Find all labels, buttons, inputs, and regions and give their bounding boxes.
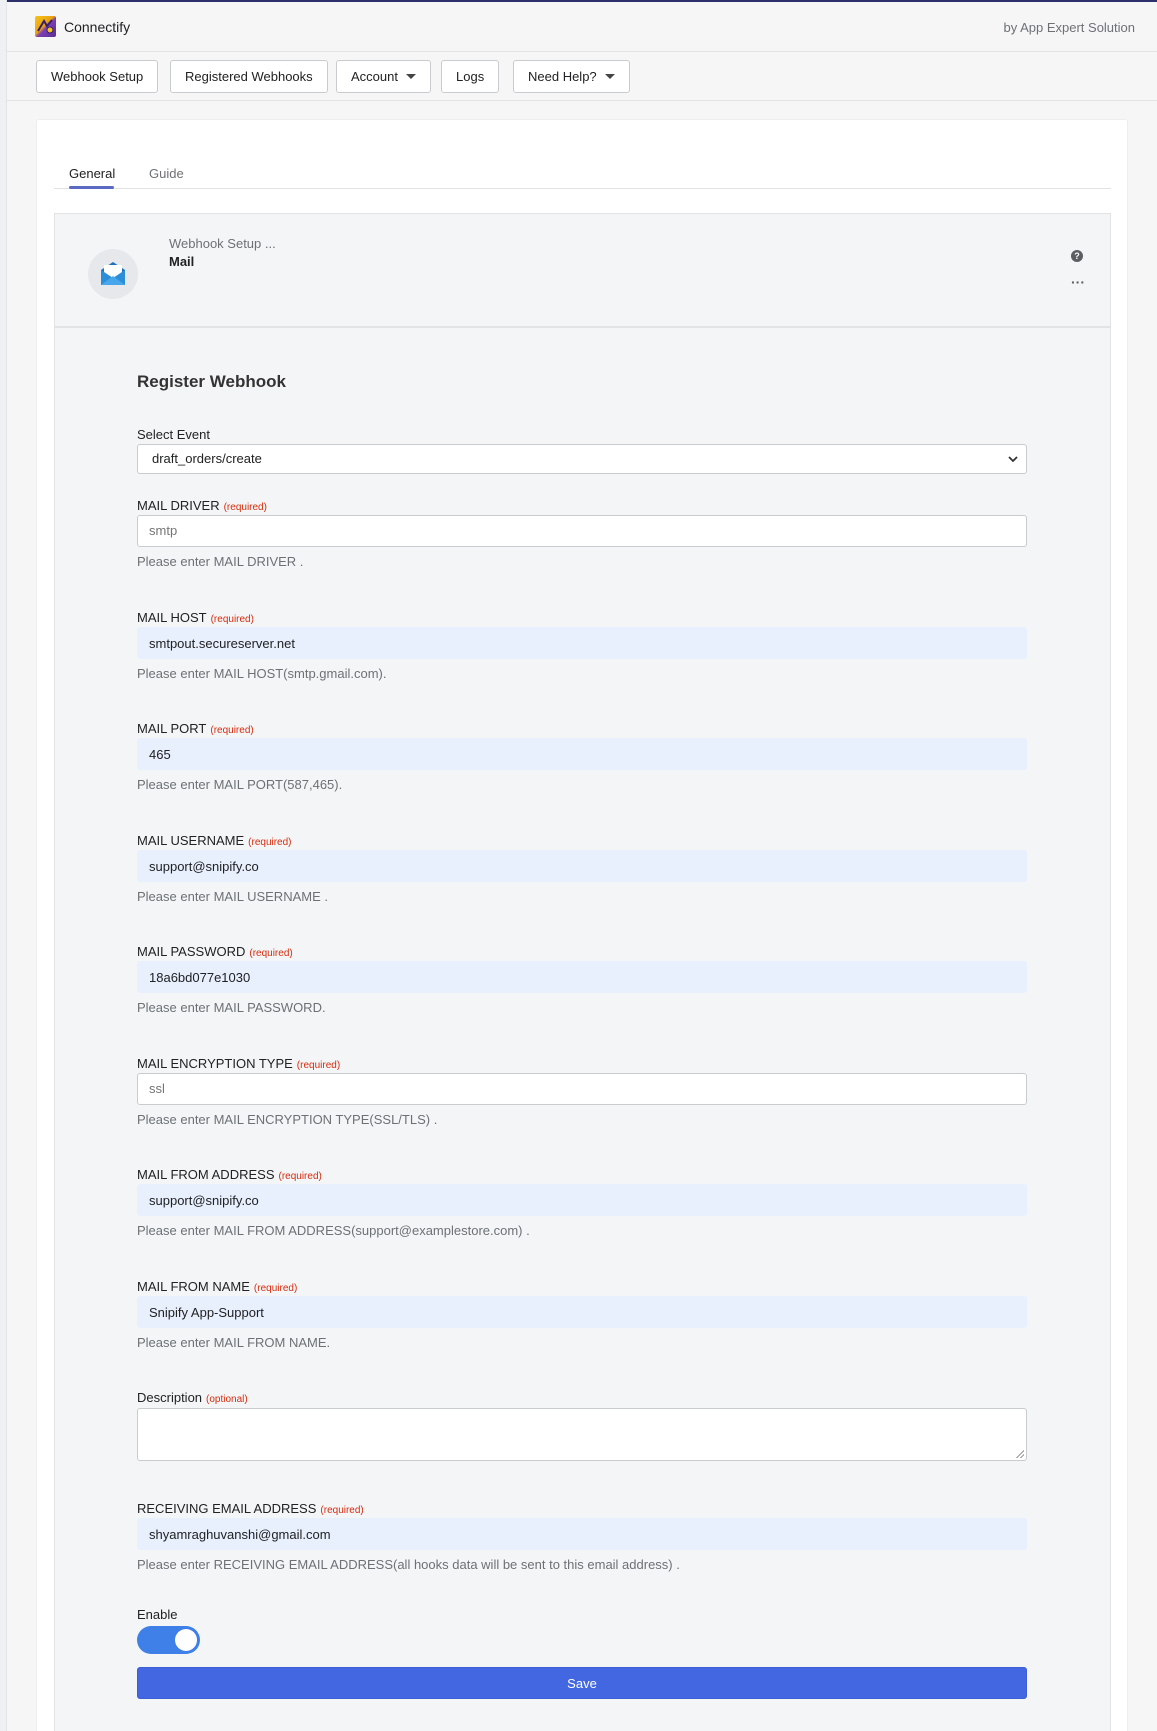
account-label: Account xyxy=(351,69,398,84)
account-dropdown-button[interactable] xyxy=(336,60,431,93)
mail-host-label-text: MAIL HOST xyxy=(137,610,207,625)
receiving-email-input[interactable]: shyamraghuvanshi@gmail.com xyxy=(137,1518,1027,1550)
chevron-down-icon xyxy=(605,74,615,79)
required-tag: (required) xyxy=(210,725,254,736)
form-title: Register Webhook xyxy=(137,372,286,391)
logs-button[interactable] xyxy=(441,60,499,93)
webhook-setup-button[interactable] xyxy=(36,60,158,93)
mail-username-label-text: MAIL USERNAME xyxy=(137,833,245,848)
required-tag: (required) xyxy=(223,502,267,513)
tab-general[interactable]: General xyxy=(69,166,116,181)
webhook-panel xyxy=(54,213,1111,1731)
select-event-dropdown[interactable] xyxy=(137,444,1027,474)
app-title: Connectify xyxy=(64,19,131,35)
mail-from-name-input[interactable]: Snipify App-Support xyxy=(137,1296,1027,1328)
required-tag: (required) xyxy=(210,614,254,625)
panel-title: Mail xyxy=(169,254,195,269)
required-tag: (required) xyxy=(320,1505,364,1516)
mail-password-input[interactable]: 18a6bd077e1030 xyxy=(137,961,1027,993)
mail-driver-input[interactable] xyxy=(137,515,1027,547)
left-rail xyxy=(0,0,7,1731)
mail-driver-hint: Please enter MAIL DRIVER . xyxy=(137,554,304,569)
need-help-label: Need Help? xyxy=(528,69,597,84)
main-nav xyxy=(7,53,1157,101)
mail-host-label xyxy=(137,610,254,625)
description-textarea[interactable] xyxy=(137,1408,1027,1461)
vendor-byline: by App Expert Solution xyxy=(1003,20,1135,35)
mail-driver-label-text: MAIL DRIVER xyxy=(137,498,220,513)
receiving-email-label xyxy=(137,1501,364,1516)
mail-driver-label xyxy=(137,498,267,513)
mail-port-label-text: MAIL PORT xyxy=(137,721,207,736)
mail-from-name-label xyxy=(137,1279,297,1294)
mail-password-label xyxy=(137,944,293,959)
mail-port-hint: Please enter MAIL PORT(587,465). xyxy=(137,777,343,792)
more-options-icon[interactable]: ··· xyxy=(1071,274,1085,290)
registered-webhooks-label: Registered Webhooks xyxy=(185,69,313,84)
required-tag: (required) xyxy=(253,1283,298,1294)
breadcrumb[interactable]: Webhook Setup ... xyxy=(169,236,276,251)
select-event-value: draft_orders/create xyxy=(152,451,262,466)
mail-from-address-label xyxy=(137,1167,322,1182)
webhook-setup-label: Webhook Setup xyxy=(51,69,144,84)
mail-encryption-input[interactable] xyxy=(137,1073,1027,1105)
mail-icon xyxy=(88,249,138,299)
mail-username-label xyxy=(137,833,292,848)
enable-toggle[interactable] xyxy=(137,1626,200,1654)
mail-encryption-label-text: MAIL ENCRYPTION TYPE xyxy=(137,1056,293,1071)
optional-tag: (optional) xyxy=(206,1394,248,1405)
select-event-label: Select Event xyxy=(137,427,210,442)
mail-host-hint: Please enter MAIL HOST(smtp.gmail.com). xyxy=(137,666,387,681)
mail-from-address-hint: Please enter MAIL FROM ADDRESS(support@examplestore.com) . xyxy=(137,1223,530,1238)
mail-encryption-hint: Please enter MAIL ENCRYPTION TYPE(SSL/TLS) . xyxy=(137,1112,438,1127)
main-card xyxy=(36,119,1128,1731)
mail-port-label xyxy=(137,721,254,736)
mail-from-name-label-text: MAIL FROM NAME xyxy=(137,1279,250,1294)
resize-handle-icon[interactable] xyxy=(1016,1450,1024,1458)
app-header xyxy=(7,2,1157,52)
registered-webhooks-button[interactable] xyxy=(170,60,328,93)
description-label-text: Description xyxy=(137,1390,203,1405)
chevron-down-icon xyxy=(1007,453,1019,465)
toggle-knob xyxy=(175,1629,197,1651)
mail-from-address-label-text: MAIL FROM ADDRESS xyxy=(137,1167,275,1182)
panel-header xyxy=(55,214,1110,328)
tab-guide[interactable]: Guide xyxy=(149,166,184,181)
enable-label: Enable xyxy=(137,1607,178,1622)
need-help-dropdown-button[interactable] xyxy=(513,60,630,93)
required-tag: (required) xyxy=(278,1171,322,1182)
mail-encryption-label xyxy=(137,1056,340,1071)
receiving-email-hint: Please enter RECEIVING EMAIL ADDRESS(all hooks data will be sent to this email address) . xyxy=(137,1557,680,1572)
mail-password-label-text: MAIL PASSWORD xyxy=(137,944,246,959)
mail-port-input[interactable]: 465 xyxy=(137,738,1027,770)
mail-username-input[interactable]: support@snipify.co xyxy=(137,850,1027,882)
tab-bar xyxy=(54,142,1111,189)
required-tag: (required) xyxy=(249,948,293,959)
active-tab-indicator xyxy=(69,186,114,189)
description-label xyxy=(137,1390,248,1405)
mail-from-address-input[interactable]: support@snipify.co xyxy=(137,1184,1027,1216)
required-tag: (required) xyxy=(248,837,292,848)
connectify-logo-icon xyxy=(35,16,56,37)
help-icon[interactable]: ? xyxy=(1071,250,1083,262)
required-tag: (required) xyxy=(296,1060,341,1071)
logs-label: Logs xyxy=(456,69,485,84)
save-button[interactable]: Save xyxy=(137,1667,1027,1699)
chevron-down-icon xyxy=(406,74,416,79)
receiving-email-label-text: RECEIVING EMAIL ADDRESS xyxy=(137,1501,317,1516)
mail-from-name-hint: Please enter MAIL FROM NAME. xyxy=(137,1335,331,1350)
mail-username-hint: Please enter MAIL USERNAME . xyxy=(137,889,328,904)
mail-password-hint: Please enter MAIL PASSWORD. xyxy=(137,1000,326,1015)
mail-host-input[interactable]: smtpout.secureserver.net xyxy=(137,627,1027,659)
